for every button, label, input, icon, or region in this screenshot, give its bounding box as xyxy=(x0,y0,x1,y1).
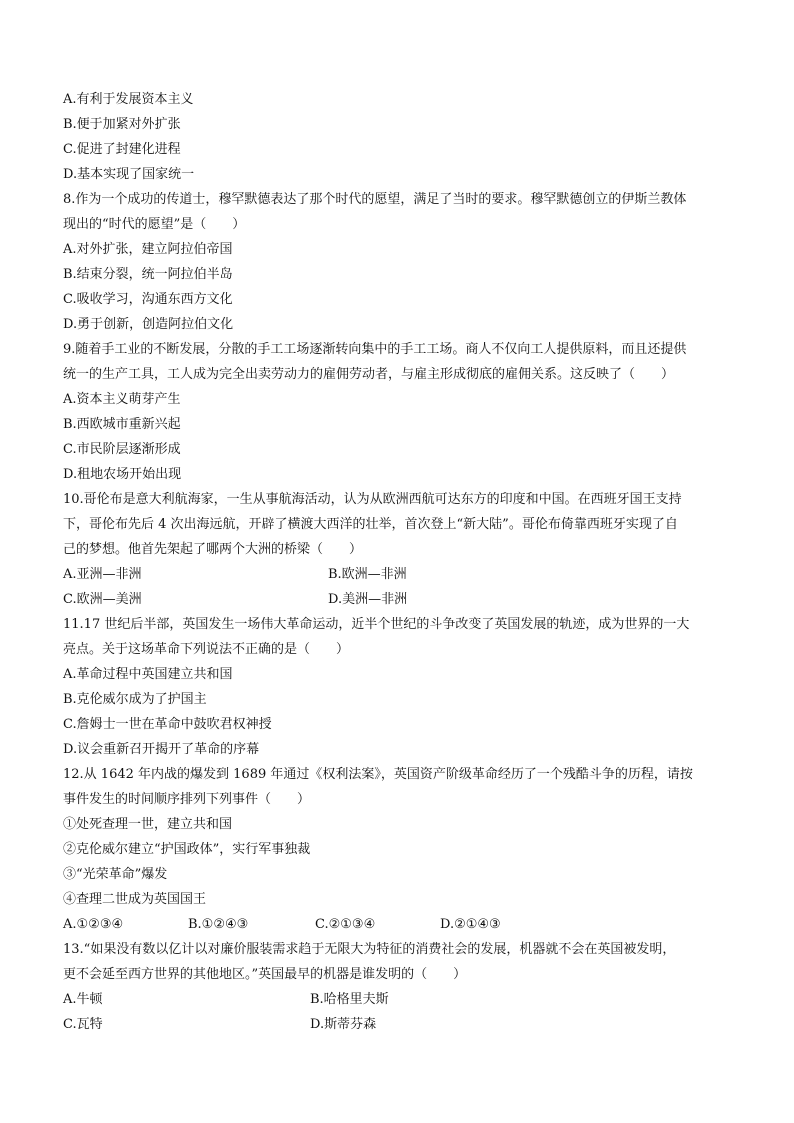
q13-option-c: C.瓦特 xyxy=(63,1017,103,1032)
q8-option-b: B.结束分裂，统一阿拉伯半岛 xyxy=(63,267,233,282)
q7-option-d: D.基本实现了国家统一 xyxy=(63,167,195,182)
q13-stem-line-1: 13.“如果没有数以亿计以对廉价服装需求趋于无限大为特征的消费社会的发展，机器就不会在英国被发明， xyxy=(63,942,676,957)
q11-option-b: B.克伦威尔成为了护国主 xyxy=(63,692,207,707)
q11-option-c: C.詹姆士一世在革命中鼓吹君权神授 xyxy=(63,717,272,732)
q12-option-b: B.①②④③ xyxy=(188,917,249,932)
q9-option-b: B.西欧城市重新兴起 xyxy=(63,417,181,432)
q9-option-d: D.租地农场开始出现 xyxy=(63,467,182,482)
q7-option-b: B.便于加紧对外扩张 xyxy=(63,117,181,132)
q12-option-d: D.②①④③ xyxy=(440,917,501,932)
q11-option-d: D.议会重新召开揭开了革命的序幕 xyxy=(63,742,260,757)
q12-event-4: ④查理二世成为英国国王 xyxy=(63,892,207,907)
q12-stem-line-1: 12.从 1642 年内战的爆发到 1689 年通过《权利法案》，英国资产阶级革命经历了一个残酷斗争的历程，请按 xyxy=(63,767,693,782)
q10-stem-line-2: 下，哥伦布先后 4 次出海远航，开辟了横渡大西洋的壮举，首次登上“新大陆”。哥伦布倚靠西班牙实现了自 xyxy=(63,517,678,532)
q13-option-d: D.斯蒂芬森 xyxy=(310,1017,377,1032)
q11-stem-line-2: 亮点。关于这场革命下列说法不正确的是（ ） xyxy=(63,642,350,657)
q11-option-a: A.革命过程中英国建立共和国 xyxy=(63,667,233,682)
q12-event-3: ③“光荣革命”爆发 xyxy=(63,867,168,882)
q10-option-d: D.美洲—非洲 xyxy=(328,592,408,607)
q10-option-c: C.欧洲—美洲 xyxy=(63,592,142,607)
q12-stem-line-2: 事件发生的时间顺序排列下列事件（ ） xyxy=(63,792,311,807)
q12-event-2: ②克伦威尔建立“护国政体”，实行军事独裁 xyxy=(63,842,311,857)
q10-option-a: A.亚洲—非洲 xyxy=(63,567,142,582)
q8-option-c: C.吸收学习，沟通东西方文化 xyxy=(63,292,233,307)
q10-option-b: B.欧洲—非洲 xyxy=(328,567,407,582)
q13-option-b: B.哈格里夫斯 xyxy=(310,992,389,1007)
q7-option-a: A.有利于发展资本主义 xyxy=(63,92,194,107)
q12-option-c: C.②①③④ xyxy=(315,917,376,932)
q9-stem-line-2: 统一的生产工具，工人成为完全出卖劳动力的雇佣劳动者，与雇主形成彻底的雇佣关系。这反映了（ ） xyxy=(63,367,675,382)
q9-option-a: A.资本主义萌芽产生 xyxy=(63,392,181,407)
q12-option-a: A.①②③④ xyxy=(63,917,124,932)
q8-option-d: D.勇于创新，创造阿拉伯文化 xyxy=(63,317,234,332)
q7-option-c: C.促进了封建化进程 xyxy=(63,142,181,157)
q9-stem-line-1: 9.随着手工业的不断发展，分散的手工工场逐渐转向集中的手工工场。商人不仅向工人提供原料，而且还提供 xyxy=(63,342,687,357)
q10-stem-line-1: 10.哥伦布是意大利航海家，一生从事航海活动，认为从欧洲西航可达东方的印度和中国。在西班牙国王支持 xyxy=(63,492,682,507)
q8-stem-line-2: 现出的“时代的愿望”是（ ） xyxy=(63,217,246,232)
q8-stem-line-1: 8.作为一个成功的传道士，穆罕默德表达了那个时代的愿望，满足了当时的要求。穆罕默德创立的伊斯兰教体 xyxy=(63,192,687,207)
q13-stem-line-2: 更不会延至西方世界的其他地区。”英国最早的机器是谁发明的（ ） xyxy=(63,967,467,982)
q10-stem-line-3: 己的梦想。他首先架起了哪两个大洲的桥梁（ ） xyxy=(63,542,363,557)
q9-option-c: C.市民阶层逐渐形成 xyxy=(63,442,181,457)
q12-event-1: ①处死查理一世，建立共和国 xyxy=(63,817,233,832)
q11-stem-line-1: 11.17 世纪后半部，英国发生一场伟大革命运动，近半个世纪的斗争改变了英国发展的轨迹，成为世界的一大 xyxy=(63,617,690,632)
q13-option-a: A.牛顿 xyxy=(63,992,103,1007)
q8-option-a: A.对外扩张，建立阿拉伯帝国 xyxy=(63,242,233,257)
